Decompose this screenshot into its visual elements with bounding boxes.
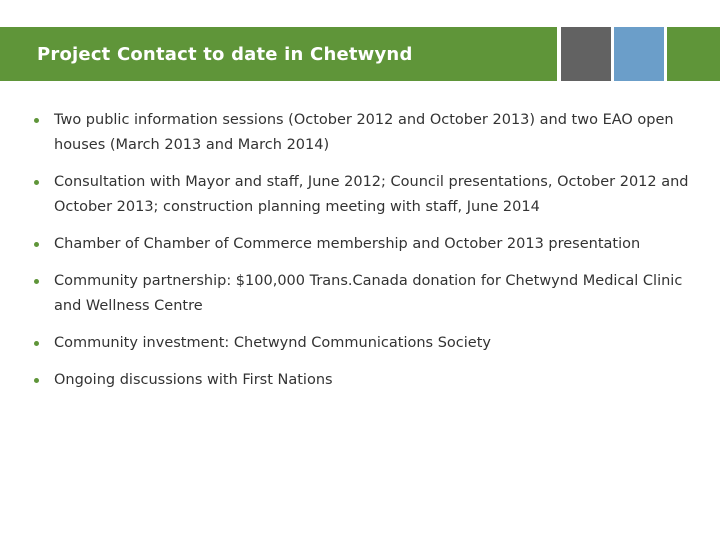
bullet-item <box>30 269 690 319</box>
bullet-text: Community partnership: $100,000 Trans.Canada donation for Chetwynd Medical Clinic and Wellness Centre <box>54 273 683 314</box>
bullet-item <box>30 232 690 257</box>
bullet-dot-icon <box>34 180 39 185</box>
bullet-text: Chamber of Chamber of Commerce membership and October 2013 presentation <box>54 236 641 252</box>
bullet-text: Two public information sessions (October 2012 and October 2013) and two EAO open houses (March 2013 and March 2014) <box>54 112 674 153</box>
accent-block-blue <box>614 27 664 81</box>
accent-block-green <box>667 27 720 81</box>
bullet-dot-icon <box>34 341 39 346</box>
bullet-dot-icon <box>34 279 39 284</box>
accent-block-gray <box>561 27 611 81</box>
bullet-item <box>30 368 690 393</box>
bullet-item <box>30 108 690 158</box>
bullet-text: Community investment: Chetwynd Communications Society <box>54 335 491 351</box>
bullet-text: Consultation with Mayor and staff, June 2012; Council presentations, October 2012 and October 2013; construction planning meeting with staff, June 2014 <box>54 174 689 215</box>
bullet-text: Ongoing discussions with First Nations <box>54 372 333 388</box>
bullet-item <box>30 331 690 356</box>
bullet-dot-icon <box>34 242 39 247</box>
bullet-dot-icon <box>34 378 39 383</box>
bullet-dot-icon <box>34 118 39 123</box>
title-bar <box>0 27 557 81</box>
bullet-item <box>30 170 690 220</box>
slide-title: Project Contact to date in Chetwynd <box>37 43 413 65</box>
bullet-list <box>30 108 690 405</box>
